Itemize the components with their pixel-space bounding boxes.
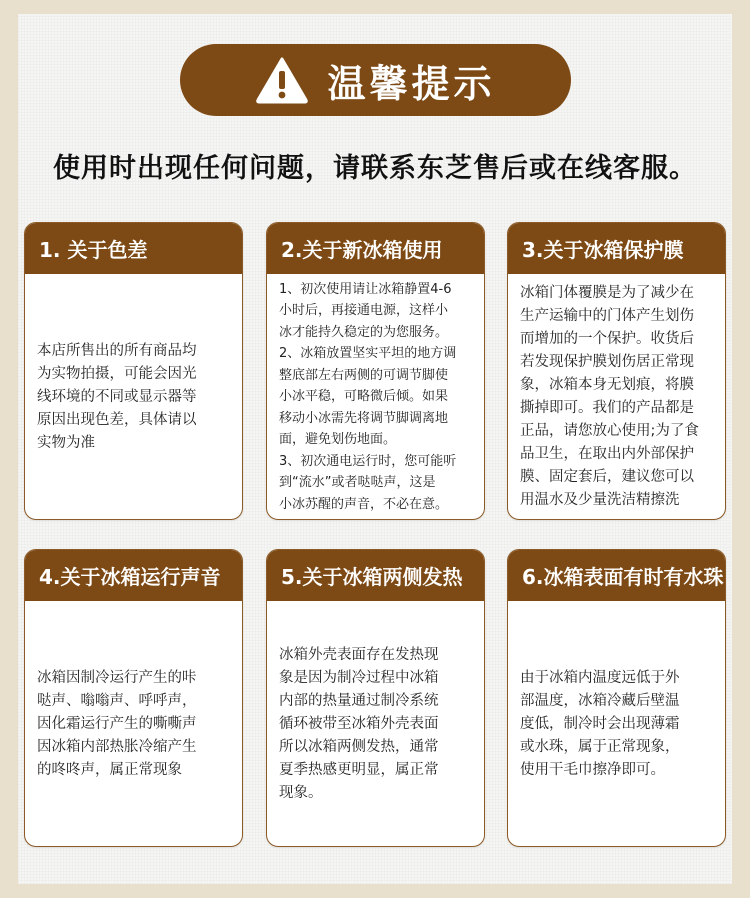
tip-card-running-sound [24,549,243,847]
card-title: 5.关于冰箱两侧发热 [267,550,484,601]
notice-banner [180,44,571,116]
contact-notice: 使用时出现任何问题，请联系东芝售后或在线客服。 [53,153,697,184]
card-body: 冰箱外壳表面存在发热现 象是因为制冷过程中冰箱 内部的热量通过制冷系统 循环被带至冰箱外壳表面 所以冰箱两侧发热，通常 夏季热感更明显，属正常 现象。 [279,646,439,801]
card-title: 2.关于新冰箱使用 [267,223,484,274]
card-title: 4.关于冰箱运行声音 [25,550,242,601]
card-body: 由于冰箱内温度远低于外 部温度，冰箱冷藏后壁温 度低，制冷时会出现薄霜 或水珠，属于正常现象， 使用干毛巾擦净即可。 [520,669,680,778]
tip-card-water-droplets [507,549,726,847]
tip-card-side-heating [266,549,485,847]
card-title: 6.冰箱表面有时有水珠 [508,550,725,601]
card-title: 1. 关于色差 [25,223,242,274]
banner-title: 温馨提示 [327,61,496,106]
tip-card-color-difference [24,222,243,520]
card-body: 1、初次使用请让冰箱静置4-6 小时后，再接通电源，这样小 冰才能持久稳定的为您服务。 2、冰箱放置坚实平坦的地方调 整底部左右两侧的可调节脚使 小冰平稳，可略微后倾。如果 移动小冰需先将调节脚调离地 面，避免划伤地面。 3、初次通电运行时，您可能听 到“流水”或者哒哒声，这是 小冰苏醒的声音，不必在意。 [279,281,457,512]
tip-card-new-fridge-use [266,222,485,520]
tip-card-protective-film [507,222,726,520]
card-body: 冰箱因制冷运行产生的咔 哒声、嗡嗡声、呼呼声， 因化霜运行产生的嘶嘶声 因冰箱内部热胀冷缩产生 的咚咚声，属正常现象 [37,669,197,778]
card-body: 本店所售出的所有商品均 为实物拍摄，可能会因光 线环境的不同或显示器等 原因出现色差，具体请以 实物为准 [37,342,197,451]
card-title: 3.关于冰箱保护膜 [508,223,725,274]
card-body: 冰箱门体覆膜是为了减少在 生产运输中的门体产生划伤 而增加的一个保护。收货后 若发现保护膜划伤居正常现 象，冰箱本身无划痕，将膜 撕掉即可。我们的产品都是 正品，请您放心使用;为了食 品卫生，在取出内外部保护 膜、固定套后，建议您可以 用温水及少量洗洁精擦洗 [520,285,699,508]
warning-triangle-icon [255,56,309,104]
